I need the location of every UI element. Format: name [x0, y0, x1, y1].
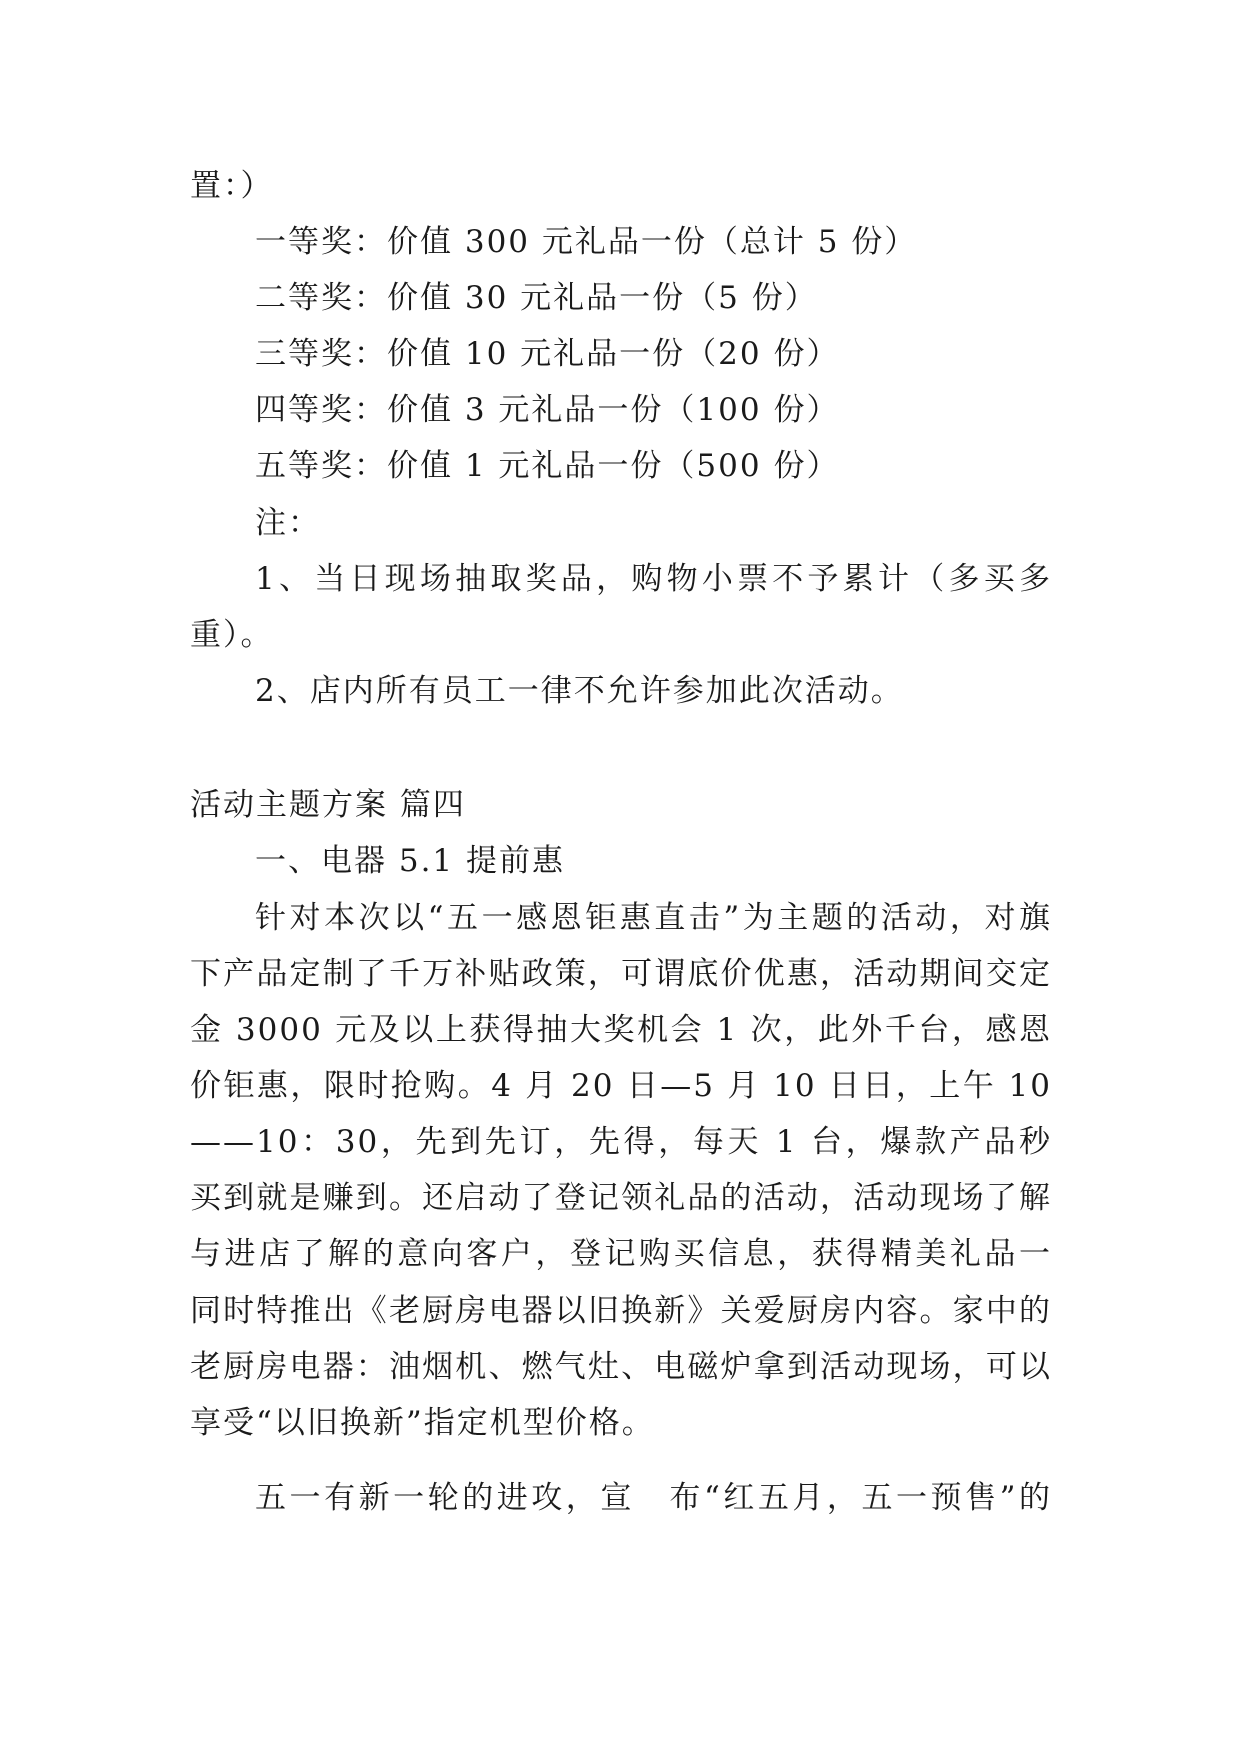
prize-line-fifth: 五等奖：价值 1 元礼品一份（500 份） — [255, 448, 840, 484]
paragraph-line: 针对本次以“五一感恩钜惠直击”为主题的活动，对旗 — [255, 900, 1052, 936]
text-line: 置：） — [190, 168, 274, 204]
paragraph-line: 享受“以旧换新”指定机型价格。 — [190, 1405, 655, 1441]
paragraph-line: 同时特推出《老厨房电器以旧换新》关爱厨房内容。家中的 — [190, 1293, 1052, 1329]
prize-line-second: 二等奖：价值 30 元礼品一份（5 份） — [255, 280, 818, 316]
paragraph-line: 金 3000 元及以上获得抽大奖机会 1 次，此外千台，感恩 — [190, 1012, 1052, 1048]
prize-line-third: 三等奖：价值 10 元礼品一份（20 份） — [255, 336, 840, 372]
subsection-heading: 一、电器 5.1 提前惠 — [255, 843, 566, 879]
note-item-1-cont: 重）。 — [190, 617, 274, 653]
paragraph-line: 下产品定制了千万补贴政策，可谓底价优惠，活动期间交定 — [190, 956, 1052, 992]
paragraph-line: ——10：30，先到先订，先得，每天 1 台，爆款产品秒 — [190, 1124, 1052, 1160]
paragraph-line: 五一有新一轮的进攻，宣 布“红五月，五一预售”的 — [255, 1480, 1052, 1516]
prize-line-first: 一等奖：价值 300 元礼品一份（总计 5 份） — [255, 224, 918, 260]
note-item-1: 1、当日现场抽取奖品，购物小票不予累计（多买多 — [255, 561, 1052, 597]
prize-line-fourth: 四等奖：价值 3 元礼品一份（100 份） — [255, 392, 840, 428]
note-item-2: 2、店内所有员工一律不允许参加此次活动。 — [255, 673, 904, 709]
note-label: 注： — [255, 505, 321, 541]
paragraph-line: 买到就是赚到。还启动了登记领礼品的活动，活动现场了解 — [190, 1180, 1052, 1216]
section-heading: 活动主题方案 篇四 — [190, 787, 466, 823]
paragraph-line: 老厨房电器：油烟机、燃气灶、电磁炉拿到活动现场，可以 — [190, 1349, 1052, 1385]
paragraph-line: 与进店了解的意向客户，登记购买信息，获得精美礼品一 — [190, 1236, 1052, 1272]
paragraph-line: 价钜惠，限时抢购。4 月 20 日—5 月 10 日日，上午 10 — [190, 1068, 1052, 1104]
